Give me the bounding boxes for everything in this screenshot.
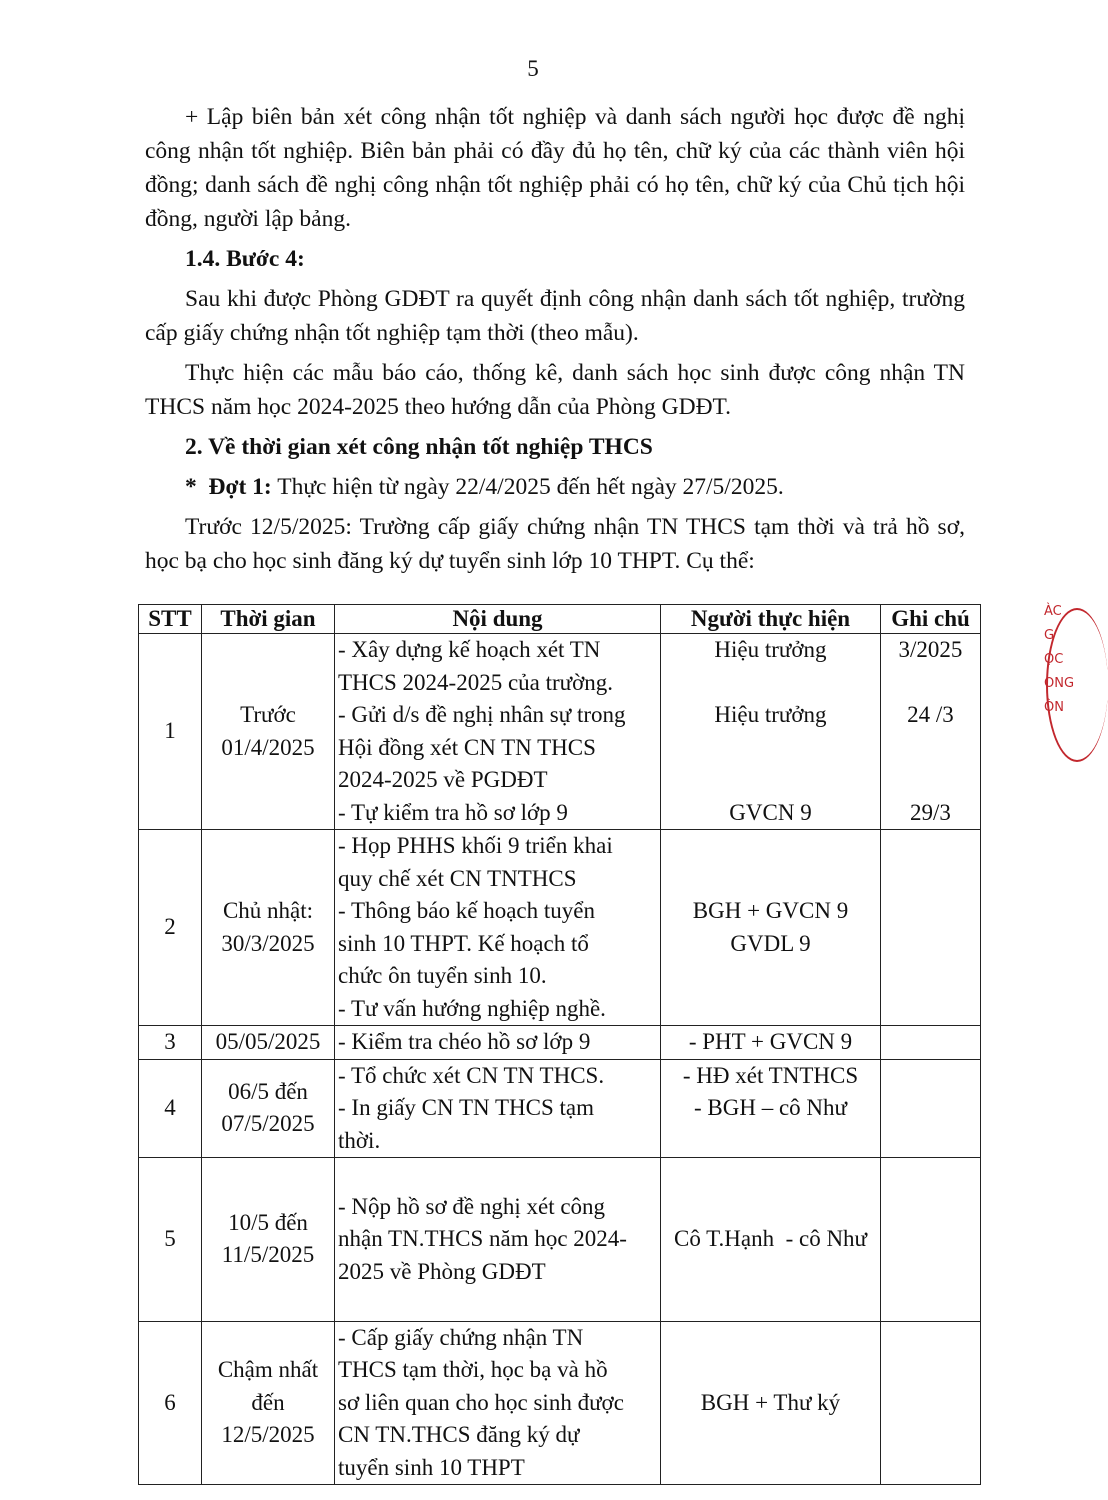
cell-time bbox=[202, 1158, 335, 1322]
red-seal-fragment bbox=[1044, 600, 1075, 770]
time-line: Chậm nhất bbox=[217, 1357, 319, 1382]
cell-stt: 4 bbox=[139, 1059, 202, 1158]
cell-person bbox=[661, 634, 881, 830]
person-line: Cô T.Hạnh - cô Như bbox=[673, 1226, 868, 1251]
cell-time bbox=[202, 1026, 335, 1060]
round-1-star: * bbox=[185, 474, 197, 500]
cell-person bbox=[661, 1026, 881, 1060]
time-line: 05/05/2025 bbox=[215, 1029, 321, 1054]
table-row bbox=[139, 1026, 981, 1060]
note-line bbox=[884, 732, 977, 765]
cell-stt: 5 bbox=[139, 1158, 202, 1322]
person-line bbox=[664, 667, 877, 700]
paragraph-certificate: Sau khi được Phòng GDĐT ra quyết định công nhận danh sách tốt nghiệp, trường cấp giấy chứng nhận tốt nghiệp tạm thời (theo mẫu). bbox=[145, 286, 965, 346]
content-line: thời. bbox=[338, 1127, 381, 1153]
content-line: - Xây dựng kế hoạch xét TN bbox=[338, 637, 601, 662]
note-line: 3/2025 bbox=[898, 637, 963, 662]
content-line: - Nộp hồ sơ đề nghị xét công bbox=[338, 1193, 606, 1219]
cell-stt: 1 bbox=[139, 634, 202, 830]
note-line bbox=[884, 764, 977, 797]
time-line: 11/5/2025 bbox=[221, 1242, 315, 1268]
note-line: 29/3 bbox=[910, 799, 951, 825]
content-line: - Cấp giấy chứng nhận TN bbox=[338, 1324, 584, 1350]
person-line: - BGH – cô Như bbox=[693, 1095, 847, 1120]
person-line: Hiệu trưởng bbox=[714, 702, 827, 727]
person-line: BGH + GVCN 9 bbox=[692, 898, 849, 923]
document-body bbox=[145, 100, 965, 578]
content-line: - Kiểm tra chéo hồ sơ lớp 9 bbox=[338, 1029, 591, 1054]
time-line: Trước bbox=[240, 702, 296, 727]
content-line: - Tự kiểm tra hồ sơ lớp 9 bbox=[338, 799, 568, 825]
cell-time bbox=[202, 830, 335, 1026]
time-line: 10/5 đến bbox=[228, 1209, 308, 1235]
cell-note bbox=[881, 634, 981, 830]
heading-step-4: 1.4. Bước 4: bbox=[185, 246, 305, 272]
content-line: - Họp PHHS khối 9 triển khai bbox=[338, 833, 613, 858]
cell-time bbox=[202, 634, 335, 830]
paragraph-before-deadline: Trước 12/5/2025: Trường cấp giấy chứng nhận TN THCS tạm thời và trả hồ sơ, học bạ cho học sinh đăng ký dự tuyển sinh lớp 10 THPT. Cụ thể: bbox=[145, 514, 965, 574]
seal-text: ỌC bbox=[1044, 652, 1064, 667]
person-line: GVDL 9 bbox=[730, 930, 811, 956]
time-line: 07/5/2025 bbox=[221, 1111, 315, 1137]
seal-text: ÀC bbox=[1044, 604, 1062, 619]
table-header-row bbox=[139, 605, 981, 634]
content-line: chức ôn tuyển sinh 10. bbox=[338, 963, 547, 988]
cell-note bbox=[881, 1059, 981, 1158]
content-line: nhận TN.THCS năm học 2024- bbox=[338, 1226, 627, 1251]
content-line: 2024-2025 về PGDĐT bbox=[338, 767, 548, 792]
seal-text: G bbox=[1044, 628, 1055, 643]
cell-stt: 6 bbox=[139, 1321, 202, 1485]
header-person: Người thực hiện bbox=[661, 605, 881, 634]
note-line bbox=[884, 667, 977, 700]
cell-content bbox=[335, 1026, 661, 1060]
paragraph-minutes: + Lập biên bản xét công nhận tốt nghiệp và danh sách người học được đề nghị công nhận tốt nghiệp. Biên bản phải có đầy đủ họ tên, chữ ký của các thành viên hội đồng; danh sách đề nghị công nhận tốt nghiệp phải có họ tên, chữ ký của Chủ tịch hội đồng, người lập bảng. bbox=[145, 104, 965, 232]
time-line: 30/3/2025 bbox=[221, 930, 315, 956]
header-time: Thời gian bbox=[202, 605, 335, 634]
header-note: Ghi chú bbox=[881, 605, 981, 634]
cell-note bbox=[881, 830, 981, 1026]
cell-time bbox=[202, 1321, 335, 1485]
content-line: - Tổ chức xét CN TN THCS. bbox=[338, 1062, 605, 1088]
content-line: THCS tạm thời, học bạ và hồ bbox=[338, 1357, 608, 1382]
content-line: - Gửi d/s đề nghị nhân sự trong bbox=[338, 702, 626, 727]
content-line: Hội đồng xét CN TN THCS bbox=[338, 734, 596, 760]
content-line: - Tư vấn hướng nghiệp nghề. bbox=[338, 995, 606, 1021]
content-line: - Thông báo kế hoạch tuyển bbox=[338, 898, 595, 923]
header-stt: STT bbox=[139, 605, 202, 634]
person-line: - PHT + GVCN 9 bbox=[688, 1029, 853, 1054]
cell-note bbox=[881, 1026, 981, 1060]
table-row bbox=[139, 1158, 981, 1322]
cell-content bbox=[335, 634, 661, 830]
cell-content bbox=[335, 830, 661, 1026]
time-line: 12/5/2025 bbox=[221, 1422, 315, 1447]
person-line bbox=[664, 764, 877, 797]
content-line: - In giấy CN TN THCS tạm bbox=[338, 1095, 594, 1120]
content-line: sinh 10 THPT. Kế hoạch tổ bbox=[338, 930, 589, 956]
table-row bbox=[139, 830, 981, 1026]
cell-person bbox=[661, 830, 881, 1026]
content-line: THCS 2024-2025 của trường. bbox=[338, 669, 614, 695]
table-row bbox=[139, 1059, 981, 1158]
person-line: BGH + Thư ký bbox=[700, 1389, 841, 1415]
time-line: đến bbox=[251, 1389, 285, 1415]
time-line: 06/5 đến bbox=[228, 1078, 308, 1104]
schedule-table bbox=[138, 604, 981, 1485]
table-row bbox=[139, 1321, 981, 1485]
content-line: quy chế xét CN TNTHCS bbox=[338, 865, 577, 891]
cell-stt: 2 bbox=[139, 830, 202, 1026]
time-line: 01/4/2025 bbox=[221, 734, 315, 760]
cell-time bbox=[202, 1059, 335, 1158]
content-line: CN TN.THCS đăng ký dự bbox=[338, 1422, 580, 1447]
note-line: 24 /3 bbox=[907, 702, 954, 727]
cell-person bbox=[661, 1158, 881, 1322]
content-line: sơ liên quan cho học sinh được bbox=[338, 1389, 624, 1415]
person-line bbox=[664, 732, 877, 765]
header-content: Nội dung bbox=[335, 605, 661, 634]
cell-note bbox=[881, 1158, 981, 1322]
cell-person bbox=[661, 1321, 881, 1485]
seal-text: ONG bbox=[1044, 676, 1075, 691]
person-line: Hiệu trưởng bbox=[714, 637, 827, 662]
cell-stt: 3 bbox=[139, 1026, 202, 1060]
content-line: tuyển sinh 10 THPT bbox=[338, 1454, 525, 1480]
page-number: 5 bbox=[527, 56, 539, 81]
seal-ring bbox=[1046, 608, 1108, 762]
round-1-text: Thực hiện từ ngày 22/4/2025 đến hết ngày 27/5/2025. bbox=[271, 474, 784, 500]
seal-text: ÒN bbox=[1044, 700, 1064, 715]
round-1-label: Đợt 1: bbox=[208, 474, 272, 500]
paragraph-round-1 bbox=[145, 470, 965, 504]
content-line: 2025 về Phòng GDĐT bbox=[338, 1258, 546, 1284]
heading-section-2: 2. Về thời gian xét công nhận tốt nghiệp THCS bbox=[185, 434, 653, 460]
time-line: Chủ nhật: bbox=[222, 898, 314, 923]
person-line: GVCN 9 bbox=[729, 799, 812, 825]
cell-person bbox=[661, 1059, 881, 1158]
cell-content bbox=[335, 1321, 661, 1485]
paragraph-reports: Thực hiện các mẫu báo cáo, thống kê, danh sách học sinh được công nhận TN THCS năm học 2024-2025 theo hướng dẫn của Phòng GDĐT. bbox=[145, 360, 965, 420]
cell-content bbox=[335, 1158, 661, 1322]
person-line: - HĐ xét TNTHCS bbox=[682, 1062, 859, 1088]
cell-note bbox=[881, 1321, 981, 1485]
table-row bbox=[139, 634, 981, 830]
cell-content bbox=[335, 1059, 661, 1158]
